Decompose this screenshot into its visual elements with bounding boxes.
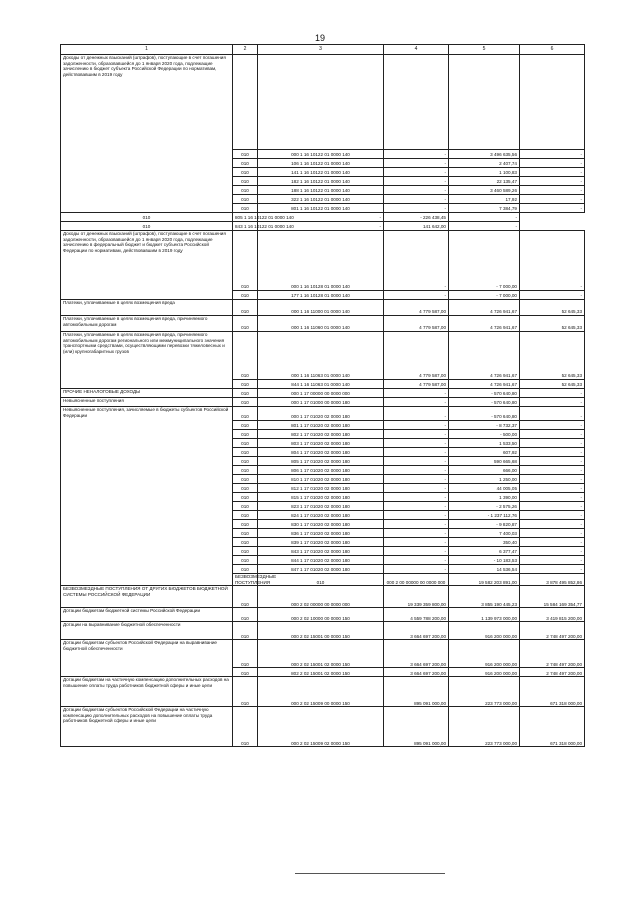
row-unexecuted-amount: - [520,150,585,159]
row-line-code: 010 [233,565,258,574]
row-unexecuted-amount: 52 645,33 [520,332,585,380]
row-budget-code: 805 1 17 01020 02 0000 180 [258,457,384,466]
row-approved-amount: 895 091 000,00 [384,677,449,707]
row-executed-amount: - 570 640,80 [449,389,520,398]
row-unexecuted-amount: 2 748 497 200,00 [520,668,585,677]
row-unexecuted-amount: - [520,430,585,439]
row-line-code: 010 [233,640,258,668]
row-budget-code: 000 1 16 11060 01 0000 140 [258,316,384,332]
row-budget-code: 177 1 16 10128 01 0000 140 [258,291,384,300]
row-line-code: 010 [233,398,258,407]
row-line-code: 010 [233,316,258,332]
row-line-code: 010 [233,466,258,475]
row-approved-amount: - [384,177,449,186]
row-budget-code: 000 2 02 15009 00 0000 150 [258,677,384,707]
row-approved-amount: - [384,430,449,439]
row-description: Доходы от денежных взысканий (штрафов), поступающие в счет погашения задолженности, образовавшейся до 1 января 2020 года, подлежащие зачислению в федеральный бюджет и бюджет субъекта Российской Федерации по нормативам, действовавшим в 2019 году [61,231,233,300]
row-executed-amount: 7 400,03 [449,529,520,538]
row-unexecuted-amount: 52 645,33 [520,380,585,389]
row-executed-amount: 6 377,47 [449,547,520,556]
row-executed-amount: 350,40 [449,538,520,547]
table-row [61,332,585,380]
row-approved-amount: 4 779 587,00 [384,380,449,389]
table-row [61,222,585,231]
row-description: Платежи, уплачиваемые в целях возмещения вреда [61,300,233,316]
row-executed-amount: 3 855 190 445,23 [449,586,520,608]
row-description: Невыясненные поступления, зачисляемые в бюджеты субъектов Российской Федерации [61,407,233,586]
row-approved-amount: 19 582 203 891,00 [449,574,520,586]
row-budget-code: 802 2 02 15001 02 0000 150 [258,668,384,677]
row-approved-amount: - [384,421,449,430]
row-unexecuted-amount: - [520,195,585,204]
row-line-code: 010 [233,177,258,186]
row-executed-amount: 916 200 000,00 [449,640,520,668]
row-budget-code: 322 1 16 10122 01 0000 140 [258,195,384,204]
row-line-code: 010 [233,475,258,484]
row-budget-code: 810 1 17 01020 02 0000 180 [258,475,384,484]
table-row [61,707,585,747]
row-approved-amount: - [384,291,449,300]
row-approved-amount: 4 559 788 200,00 [384,608,449,622]
row-unexecuted-amount: 2 748 497 200,00 [520,640,585,668]
row-executed-amount: 666,00 [449,466,520,475]
page-number: 19 [314,33,325,43]
empty-cell [233,55,258,150]
row-executed-amount: - 570 640,80 [449,407,520,421]
row-unexecuted-amount: 52 645,33 [520,316,585,332]
row-line-code: 010 [233,186,258,195]
row-approved-amount: 3 664 697 200,00 [384,622,449,640]
row-budget-code: 182 1 16 10122 01 0000 140 [258,177,384,186]
row-approved-amount: - [384,565,449,574]
row-approved-amount: - [384,529,449,538]
row-budget-code: 188 1 16 10122 01 0000 140 [258,186,384,195]
row-executed-amount: 916 200 000,00 [449,668,520,677]
row-budget-code: 843 1 16 10122 01 0000 140 [233,222,258,231]
row-description: ПРОЧИЕ НЕНАЛОГОВЫЕ ДОХОДЫ [61,389,233,398]
row-line-code: 010 [233,231,258,291]
row-unexecuted-amount: - [520,448,585,457]
row-description: Дотации бюджетам на частичную компенсацию дополнительных расходов на повышение оплаты труда работников бюджетной сферы и иные цели [61,677,233,707]
row-budget-code: 824 1 17 01020 02 0000 180 [258,511,384,520]
row-approved-amount: 4 779 587,00 [384,316,449,332]
row-line-code: 010 [233,407,258,421]
row-approved-amount: - [384,466,449,475]
row-line-code: 010 [61,222,233,231]
row-approved-amount: - [384,511,449,520]
row-executed-amount: 14 536,54 [449,565,520,574]
row-unexecuted-amount: 671 318 000,00 [520,677,585,707]
row-executed-amount: 1 533,50 [449,439,520,448]
row-executed-amount: 223 773 000,00 [449,707,520,747]
row-budget-code: 000 2 00 00000 00 0000 000 [384,574,449,586]
row-line-code: 010 [233,520,258,529]
empty-cell [384,55,449,150]
row-line-code: 010 [233,484,258,493]
row-unexecuted-amount: - [520,520,585,529]
header-col-1: 1 [61,45,233,55]
row-unexecuted-amount: 2 748 497 200,00 [520,622,585,640]
row-unexecuted-amount: - [520,398,585,407]
row-unexecuted-amount: - [520,475,585,484]
row-description: БЕЗВОЗМЕЗДНЫЕ ПОСТУПЛЕНИЯ ОТ ДРУГИХ БЮДЖЕТОВ БЮДЖЕТНОЙ СИСТЕМЫ РОССИЙСКОЙ ФЕДЕРАЦИИ [61,586,233,608]
row-line-code: 010 [233,511,258,520]
row-approved-amount: - [384,493,449,502]
row-executed-amount: - 10 183,53 [449,556,520,565]
row-unexecuted-amount: - [520,502,585,511]
table-row [61,398,585,407]
row-budget-code: 000 1 17 01020 02 0000 180 [258,407,384,421]
row-executed-amount: 916 200 000,00 [449,622,520,640]
row-line-code: 010 [233,493,258,502]
row-approved-amount: - [384,168,449,177]
row-executed-amount: 17,92 [449,195,520,204]
row-description: БЕЗВОЗМЕЗДНЫЕ ПОСТУПЛЕНИЯ [233,574,258,586]
table-row [61,586,585,608]
row-unexecuted-amount: - [449,222,520,231]
row-line-code: 010 [61,213,233,222]
row-line-code: 010 [233,291,258,300]
row-unexecuted-amount: - [520,466,585,475]
row-description: Невыясненные поступления [61,398,233,407]
row-executed-amount: - 1 237 112,76 [449,511,520,520]
row-executed-amount: - 8 732,37 [449,421,520,430]
row-budget-code: 806 1 17 01020 02 0000 180 [258,466,384,475]
row-description: Дотации бюджетам бюджетной системы Российской Федерации [61,608,233,622]
row-unexecuted-amount: - [520,421,585,430]
row-budget-code: 847 1 17 01020 02 0000 180 [258,565,384,574]
row-budget-code: 000 1 17 01000 00 0000 180 [258,398,384,407]
row-executed-amount: 590 665,68 [449,457,520,466]
row-unexecuted-amount: - [520,565,585,574]
row-budget-code: 000 2 02 00000 00 0000 000 [258,586,384,608]
row-line-code: 010 [233,586,258,608]
row-line-code: 010 [233,421,258,430]
row-unexecuted-amount: - [520,556,585,565]
row-unexecuted-amount: 3 419 815 200,00 [520,608,585,622]
row-budget-code: 805 1 16 10122 01 0000 140 [233,213,258,222]
row-line-code: 010 [233,677,258,707]
row-budget-code: 843 1 17 01020 02 0000 180 [258,547,384,556]
table-row [61,677,585,707]
row-approved-amount: 4 779 587,00 [384,332,449,380]
signature-line [295,873,445,874]
header-row [61,45,585,55]
row-unexecuted-amount: - [520,484,585,493]
row-unexecuted-amount: - [520,457,585,466]
row-budget-code: 844 1 16 11063 01 0000 140 [258,380,384,389]
row-executed-amount: 4 726 941,67 [449,380,520,389]
row-line-code: 010 [233,159,258,168]
row-line-code: 010 [258,574,384,586]
row-unexecuted-amount: 671 318 000,00 [520,707,585,747]
row-budget-code: 141 1 16 10122 01 0000 140 [258,168,384,177]
table-row [61,622,585,640]
row-line-code: 010 [233,538,258,547]
row-line-code: 010 [233,622,258,640]
row-executed-amount: 4 726 941,67 [449,300,520,316]
row-executed-amount: 4 726 941,67 [449,316,520,332]
header-col-2: 2 [233,45,258,55]
row-executed-amount: 607,92 [449,448,520,457]
row-executed-amount: 3 496 635,56 [449,150,520,159]
row-executed-amount: - 2 575,26 [449,502,520,511]
table-row [61,640,585,668]
table-row [61,316,585,332]
row-budget-code: 815 1 17 01020 02 0000 180 [258,493,384,502]
row-approved-amount: - [384,439,449,448]
row-line-code: 010 [233,457,258,466]
row-executed-amount: 44 005,05 [449,484,520,493]
row-approved-amount: - [384,538,449,547]
row-unexecuted-amount: - [520,439,585,448]
row-line-code: 010 [233,168,258,177]
row-line-code: 010 [233,380,258,389]
table-row [61,55,585,150]
row-approved-amount: 3 664 697 200,00 [384,668,449,677]
row-unexecuted-amount: - [520,547,585,556]
row-approved-amount: - [258,222,384,231]
row-approved-amount: - [384,556,449,565]
row-approved-amount: - [384,159,449,168]
row-line-code: 010 [233,430,258,439]
row-executed-amount: 2 407,74 [449,159,520,168]
empty-cell [449,55,520,150]
row-budget-code: 000 2 02 15001 02 0000 150 [258,640,384,668]
row-unexecuted-amount: - [520,159,585,168]
row-unexecuted-amount: - [520,231,585,291]
row-line-code: 010 [233,300,258,316]
row-budget-code: 823 1 17 01020 02 0000 180 [258,502,384,511]
header-col-4: 4 [384,45,449,55]
empty-cell [520,55,585,150]
row-executed-amount: 1 250,00 [449,475,520,484]
row-approved-amount: - [384,389,449,398]
row-budget-code: 803 1 17 01020 02 0000 180 [258,439,384,448]
row-unexecuted-amount: - [520,168,585,177]
row-description: Дотации бюджетам субъектов Российской Федерации на частичную компенсацию дополнительных расходов на повышение оплаты труда работников бюджетной сферы и иные цели [61,707,233,747]
row-unexecuted-amount: - [520,493,585,502]
table-row [61,231,585,291]
row-unexecuted-amount: - [520,511,585,520]
row-executed-amount: 7 384,79 [449,204,520,213]
row-line-code: 010 [233,529,258,538]
row-executed-amount: 4 726 941,67 [449,332,520,380]
row-approved-amount: 19 339 359 800,00 [384,586,449,608]
row-line-code: 010 [233,502,258,511]
row-approved-amount: - [384,407,449,421]
row-executed-amount: 1 390,00 [449,493,520,502]
row-executed-amount: 1 100,83 [449,168,520,177]
row-approved-amount: - [384,195,449,204]
header-col-6: 6 [520,45,585,55]
row-unexecuted-amount: - [520,186,585,195]
row-unexecuted-amount: - [520,407,585,421]
row-budget-code: 000 2 02 15009 02 0000 150 [258,707,384,747]
row-budget-code: 844 1 17 01020 02 0000 180 [258,556,384,565]
row-executed-amount: - 7 000,00 [449,231,520,291]
row-unexecuted-amount: - [520,389,585,398]
row-executed-amount: 1 139 973 000,00 [449,608,520,622]
row-line-code: 010 [233,608,258,622]
table-row [61,300,585,316]
revenue-table-body [61,45,585,747]
row-line-code: 010 [233,195,258,204]
row-executed-amount: 223 773 000,00 [449,677,520,707]
row-approved-amount: - [384,547,449,556]
row-line-code: 010 [233,204,258,213]
row-line-code: 010 [233,439,258,448]
row-approved-amount: - [258,213,384,222]
row-budget-code: 836 1 17 01020 02 0000 180 [258,529,384,538]
row-approved-amount: 3 664 697 200,00 [384,640,449,668]
empty-cell [258,55,384,150]
row-budget-code: 804 1 17 01020 02 0000 180 [258,448,384,457]
row-approved-amount: - [384,448,449,457]
row-approved-amount: - [384,520,449,529]
row-approved-amount: - [384,502,449,511]
table-row [61,389,585,398]
row-unexecuted-amount: 52 645,33 [520,300,585,316]
row-approved-amount: - [384,231,449,291]
table-row [61,407,585,421]
row-description: Платежи, уплачиваемые в целях возмещения вреда, причиняемого автомобильным дорогам регионального или межмуниципального значения транспортными средствами, осуществляющими перевозки тяжеловесных и (или) крупногабаритных грузов [61,332,233,389]
row-line-code: 010 [233,389,258,398]
header-col-3: 3 [258,45,384,55]
row-description: Дотации на выравнивание бюджетной обеспеченности [61,622,233,640]
row-budget-code: 106 1 16 10122 01 0000 140 [258,159,384,168]
row-line-code: 010 [233,332,258,380]
table-row [61,213,585,222]
row-line-code: 010 [233,668,258,677]
row-executed-amount: 3 878 495 852,86 [520,574,585,586]
row-unexecuted-amount: - [520,529,585,538]
row-approved-amount: 4 779 587,00 [384,300,449,316]
revenue-table [60,44,585,747]
row-description: Доходы от денежных взысканий (штрафов), поступающие в счет погашения задолженности, образовавшейся до 1 января 2020 года, подлежащие зачислению в бюджет субъекта Российской Федерации по нормативам, действовавшим в 2019 году [61,55,233,213]
row-executed-amount: - 570 640,80 [449,398,520,407]
row-budget-code: 000 2 02 10000 00 0000 150 [258,608,384,622]
row-executed-amount: - 500,00 [449,430,520,439]
row-unexecuted-amount: - [520,291,585,300]
row-line-code: 010 [233,448,258,457]
row-budget-code: 812 1 17 01020 02 0000 180 [258,484,384,493]
row-approved-amount: 895 091 000,00 [384,707,449,747]
row-line-code: 010 [233,547,258,556]
header-col-5: 5 [449,45,520,55]
row-executed-amount: 141 642,00 [384,222,449,231]
row-budget-code: 000 1 16 10122 01 0000 140 [258,150,384,159]
row-unexecuted-amount: 15 584 169 354,77 [520,586,585,608]
row-budget-code: 000 2 02 15001 00 0000 150 [258,622,384,640]
row-approved-amount: - [384,150,449,159]
row-budget-code: 000 1 16 11063 01 0000 140 [258,332,384,380]
row-description: Дотации бюджетам субъектов Российской Федерации на выравнивание бюджетной обеспеченности [61,640,233,677]
row-executed-amount: - 226 438,45 [384,213,449,222]
row-line-code: 010 [233,150,258,159]
row-approved-amount: - [384,186,449,195]
row-budget-code: 000 1 16 11000 01 0000 140 [258,300,384,316]
row-budget-code: 801 1 16 10122 01 0000 140 [258,204,384,213]
row-line-code: 010 [233,556,258,565]
row-executed-amount: - 9 820,87 [449,520,520,529]
row-approved-amount: - [384,398,449,407]
row-approved-amount: - [384,204,449,213]
row-approved-amount: - [384,484,449,493]
row-budget-code: 000 1 16 10128 01 0000 140 [258,231,384,291]
row-unexecuted-amount: - [520,177,585,186]
row-budget-code: 830 1 17 01020 02 0000 180 [258,520,384,529]
row-budget-code: 839 1 17 01020 02 0000 180 [258,538,384,547]
row-budget-code: 802 1 17 01020 02 0000 180 [258,430,384,439]
row-line-code: 010 [233,707,258,747]
row-unexecuted-amount: - [520,538,585,547]
row-unexecuted-amount: - [520,204,585,213]
row-approved-amount: - [384,457,449,466]
row-executed-amount: - 7 000,00 [449,291,520,300]
row-approved-amount: - [384,475,449,484]
table-row [61,608,585,622]
row-executed-amount: 3 460 589,26 [449,186,520,195]
row-budget-code: 801 1 17 01020 02 0000 180 [258,421,384,430]
row-budget-code: 000 1 17 00000 00 0000 000 [258,389,384,398]
row-unexecuted-amount: - [449,213,520,222]
row-executed-amount: 22 135,47 [449,177,520,186]
row-description: Платежи, уплачиваемые в целях возмещения вреда, причиняемого автомобильным дорогам [61,316,233,332]
